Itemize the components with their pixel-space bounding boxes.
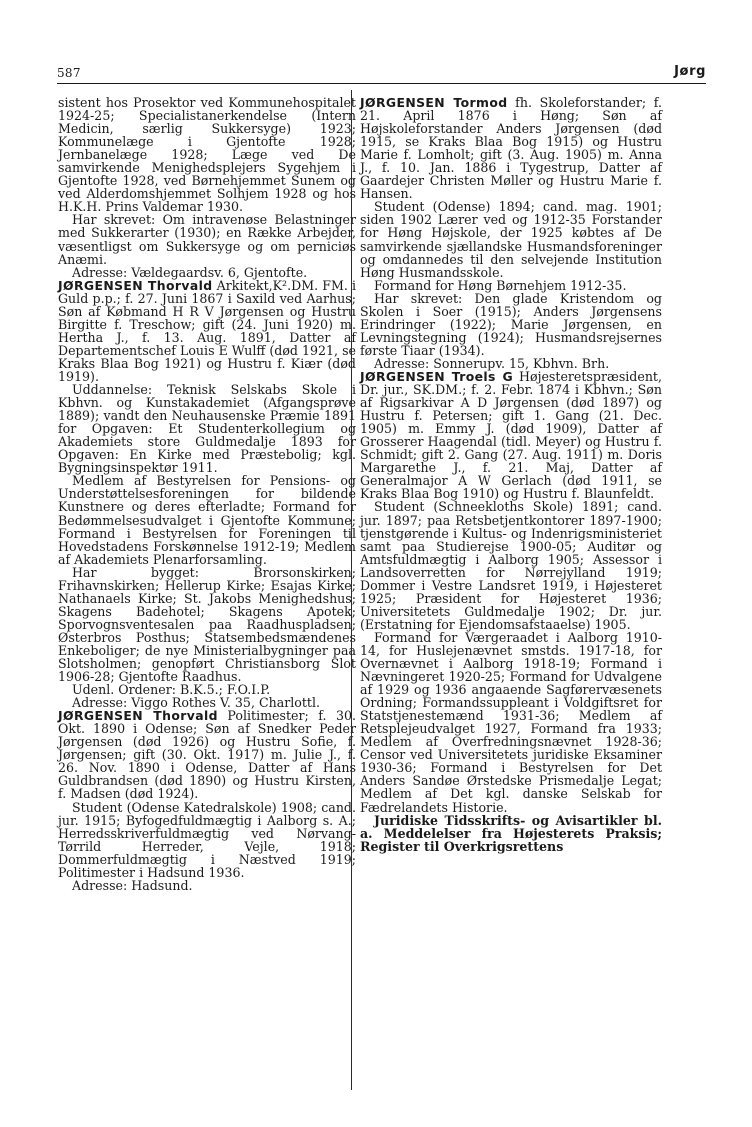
entry-text: Højesteretspræsident, Dr. jur., SK.DM.; f. 2. Febr. 1874 i Kbhvn.; Søn af Rigsarkivar A D Jørgensen (død 1897) og Hustru f. Petersen; gift 1. Gang (21. Dec. 1905) m. Emmy J. (død 1909), Datter af Grosserer Haagendal (tidl. Meyer) og Hustru f. Schmidt; gift 2. Gang (27. Aug. 1911) m. Doris Margarethe J., f. 21. Maj, Datter af Generalmajor A W Gerlach (død 1911, se Kraks Blaa Bog 1910) og Hustru f. Blaunfeldt.	[360, 368, 662, 502]
paragraph-address: Adresse: Hadsund.	[72, 877, 193, 893]
entry-jorgensen-troels	[360, 370, 662, 500]
paragraph-publications: Har skrevet: Om intravenøse Belastninger med Sukkerarter (1930); en Række Arbejder, væsentligst om Sukkersyge og om perniciøs Anæmi.	[58, 212, 356, 267]
entry-headword: JØRGENSEN Thorvald	[58, 277, 213, 293]
left-column	[58, 96, 356, 892]
entry-jorgensen-thorvald-architect	[58, 279, 356, 383]
entry-text: Arkitekt,K².DM. FM. i Guld p.p.; f. 27. Juni 1867 i Saxild ved Aarhus; Søn af Købmand H R V Jørgensen og Hustru Birgitte f. Treschow; gift (24. Juni 1920) m. Hertha J., f. 13. Aug. 1891, Datter af Departementschef Louis E Wulff (død 1921, se Kraks Blaa Bog 1921) og Hustru f. Kiær (død 1919).	[58, 277, 356, 384]
paragraph-education: Uddannelse: Teknisk Selskabs Skole i Kbhvn. og Kunstakademiet (Afgangsprøve 1889); vandt den Neuhausenske Præmie 1891 for Opgaven: Et Studenterkollegium og Akademiets store Guldmedalje 1893 for Opgaven: En Kirke med Præstebolig; kgl. Bygningsinspektør 1911.	[58, 382, 356, 476]
page-number: 587	[57, 66, 81, 80]
column-divider	[351, 90, 352, 1090]
paragraph-career: Student (Schneekloths Skole) 1891; cand. jur. 1897; paa Retsbetjentkontorer 1897-1900; tjenstgørende i Kultus- og Indenrigsministeriet samt paa Studierejse 1900-05; Auditør og Amtsfuldmægtig i Aalborg 1905; Assessor i Landsoverretten for Nørrejylland 1919; Dommer i Vestre Landsret 1919, i Højesteret 1925; Præsident for Højesteret 1936; Universitetets Guldmedalje 1902; Dr. jur. (Erstatning for Ejendomsafstaaelse) 1905.	[360, 499, 662, 632]
entry-text: fh. Skoleforstander; f. 21. April 1876 i Høng; Søn af Højskoleforstander Anders Jørgensen (død 1915, se Kraks Blaa Bog 1915) og Hustru Marie f. Lomholt; gift (3. Aug. 1905) m. Anna J., f. 10. Jan. 1886 i Tygestrup, Datter af Gaardejer Christen Møller og Hustru Marie f. Hansen.	[360, 95, 662, 202]
paragraph-career: Student (Odense Katedralskole) 1908; cand. jur. 1915; Byfogedfuldmægtig i Aalborg s. A.; Herredsskriverfuldmægtig ved Nørvang-Tørrild Herreder, Vejle, 1918; Dommerfuldmægtig i Næstved 1919; Politimester i Hadsund 1936.	[58, 799, 356, 880]
entry-jorgensen-thorvald-police	[58, 709, 356, 800]
paragraph-career: Student (Odense) 1894; cand. mag. 1901; siden 1902 Lærer ved og 1912-35 Forstander for Høng Højskole, der 1925 købtes af De samvirkende sjællandske Husmandsforeninger og omdannedes til den selvejende Institution Høng Husmandsskole.	[360, 199, 662, 280]
paragraph-publications: Har skrevet: Den glade Kristendom og Skolen i Soer (1915); Anders Jørgensens Erindringer (1922); Marie Jørgensen, en Levningstegning (1924); Husmandsrejsernes første Tiaar (1934).	[360, 290, 662, 358]
header-rule	[57, 83, 706, 84]
paragraph-address: Adresse: Vældegaardsv. 6, Gjentofte.	[72, 264, 308, 280]
entry-headword: JØRGENSEN Tormod	[360, 95, 508, 110]
entry-headword: JØRGENSEN Troels G	[360, 368, 514, 384]
paragraph-address: Adresse: Sonnerupv. 15, Kbhvn. Brh.	[374, 355, 610, 371]
entry-jorgensen-tormod	[360, 96, 662, 200]
paragraph-publications: Juridiske Tidsskrifts- og Avisartikler bl. a. Meddelelser fra Højesterets Praksis; Register til Overkrigsrettens	[360, 812, 662, 854]
paragraph-buildings: Har bygget: Brorsonskirken; Frihavnskirken; Hellerup Kirke; Esajas Kirke; Nathanaels Kirke; St. Jakobs Menighedshus; Skagens Badehotel; Skagens Apotek; Sporvognsventesalen paa Raadhuspladsen; Østerbros Posthus; Statsembedsmændenes Enkeboliger; de nye Ministerialbygninger paa Slotsholmen; genopført Christiansborg Slot 1906-28; Gjentofte Raadhus.	[58, 564, 356, 685]
paragraph-memberships: Medlem af Bestyrelsen for Pensions- og Understøttelsesforeningen for bildende Kunstnere og deres efterladte; Formand for Bedømmelsesudvalget i Gjentofte Kommune; Formand i Bestyrelsen for Foreningen til Hovedstadens Forskønnelse 1912-19; Medlem af Akademiets Plenarforsamling.	[58, 473, 356, 567]
paragraph-memberships: Formand for Værgeraadet i Aalborg 1910-14, for Huslejenævnet smstds. 1917-18, for Overnævnet i Aalborg 1918-19; Formand i Nævningeret 1920-25; Formand for Udvalgene af 1929 og 1936 angaaende Sagførervæsenets Ordning; Formandssuppleant i Voldgiftsret for Statstjenestemænd 1931-36; Medlem af Retsplejeudvalget 1927, Formand fra 1933; Medlem af Overfredningsnævnet 1928-36; Censor ved Universitetets juridiske Eksaminer 1930-36; Formand i Bestyrelsen for Det Anders Sandøe Ørstedske Prismedalje Legat; Medlem af Det kgl. danske Selskab for Fædrelandets Historie.	[360, 629, 662, 815]
right-column	[360, 96, 662, 853]
entry-headword: JØRGENSEN Thorvald	[58, 708, 218, 724]
entry-text: Politimester; f. 30. Okt. 1890 i Odense; Søn af Snedker Peder Jørgensen (død 1926) og Hustru Sofie, f. Jørgensen; gift (30. Okt. 1917) m. Julie J., f. 26. Nov. 1890 i Odense, Datter af Hans Guldbrandsen (død 1890) og Hustru Kirsten, f. Madsen (død 1924).	[58, 708, 356, 802]
entry-continuation: sistent hos Prosektor ved Kommunehospitalet 1924-25; Specialistanerkendelse (Intern Medicin, særlig Sukkersyge) 1923; Kommunelæge i Gjentofte 1928; Jernbanelæge 1928; Læge ved De samvirkende Menighedsplejers Sygehjem i Gjentofte 1928, ved Børnehjemmet Sunem og ved Alderdomshjemmet Solhjem 1928 og hos H.K.H. Prins Valdemar 1930.	[58, 95, 356, 215]
paragraph-memberships: Formand for Høng Børnehjem 1912-35.	[374, 277, 627, 293]
paragraph-orders: Udenl. Ordener: B.K.5.; F.O.I.P.	[72, 682, 271, 698]
running-head: Jørg	[674, 64, 706, 79]
paragraph-address: Adresse: Viggo Rothes V. 35, Charlottl.	[72, 695, 320, 711]
